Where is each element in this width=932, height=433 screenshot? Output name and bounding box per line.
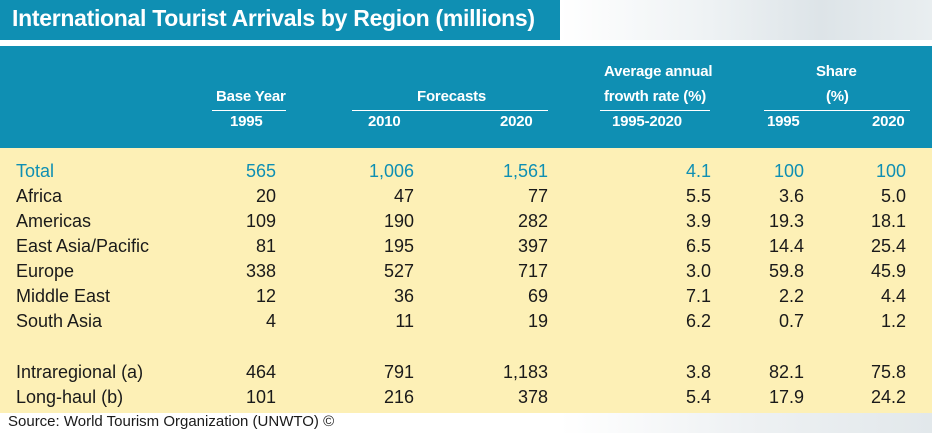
cell-share-1995: 59.8 — [768, 261, 804, 281]
row-label: Americas — [16, 211, 92, 231]
cell-share-1995: 2.2 — [778, 286, 804, 306]
cell-forecast-2020: 1,183 — [502, 362, 548, 382]
cell-forecast-2010: 36 — [393, 286, 414, 306]
bottom-decoration — [560, 413, 932, 433]
row-label: Total — [16, 161, 55, 181]
cell-base-1995: 464 — [245, 362, 276, 382]
cell-base-1995: 338 — [245, 261, 276, 281]
cell-base-1995: 565 — [245, 161, 276, 181]
header-rule-base — [212, 110, 286, 111]
title-decoration — [560, 0, 932, 40]
cell-forecast-2020: 378 — [517, 387, 548, 407]
header-share-line2: (%) — [826, 88, 849, 105]
cell-forecast-2020: 397 — [517, 236, 548, 256]
cell-share-2020: 45.9 — [870, 261, 906, 281]
cell-forecast-2010: 216 — [383, 387, 414, 407]
header-avg-growth-line1: Average annual — [604, 63, 713, 80]
cell-growth-1995-2020: 3.9 — [685, 211, 711, 231]
header-avg-growth-line2: frowth rate (%) — [604, 88, 707, 105]
row-label: Europe — [16, 261, 75, 281]
cell-share-2020: 25.4 — [870, 236, 906, 256]
page-title: International Tourist Arrivals by Region (millions) — [12, 5, 535, 31]
cell-base-1995: 101 — [245, 387, 276, 407]
header-rule-growth — [600, 110, 710, 111]
source-note: Source: World Tourism Organization (UNWTO) © — [8, 413, 335, 430]
cell-forecast-2020: 77 — [527, 186, 548, 206]
subheader-2020: 2020 — [500, 113, 533, 130]
table-header — [0, 46, 932, 148]
row-label: East Asia/Pacific — [16, 236, 150, 256]
cell-forecast-2020: 1,561 — [502, 161, 548, 181]
cell-forecast-2020: 282 — [517, 211, 548, 231]
row-label: Africa — [16, 186, 63, 206]
row-label: Long-haul (b) — [16, 387, 124, 407]
cell-share-2020: 75.8 — [870, 362, 906, 382]
cell-share-1995: 3.6 — [778, 186, 804, 206]
cell-forecast-2010: 11 — [395, 311, 414, 331]
cell-base-1995: 81 — [255, 236, 276, 256]
subheader-1995: 1995 — [230, 113, 263, 130]
cell-forecast-2010: 190 — [383, 211, 414, 231]
cell-growth-1995-2020: 5.4 — [685, 387, 711, 407]
cell-share-1995: 19.3 — [768, 211, 804, 231]
cell-share-2020: 18.1 — [870, 211, 906, 231]
subheader-share-2020: 2020 — [872, 113, 905, 130]
cell-share-2020: 1.2 — [880, 311, 906, 331]
cell-share-1995: 14.4 — [768, 236, 804, 256]
cell-base-1995: 12 — [255, 286, 276, 306]
cell-forecast-2020: 717 — [517, 261, 548, 281]
cell-share-1995: 0.7 — [778, 311, 804, 331]
cell-share-2020: 4.4 — [880, 286, 906, 306]
header-share-line1: Share — [816, 63, 857, 80]
cell-share-2020: 5.0 — [880, 186, 906, 206]
cell-growth-1995-2020: 7.1 — [685, 286, 711, 306]
cell-forecast-2010: 1,006 — [368, 161, 414, 181]
header-rule-share — [764, 110, 910, 111]
header-base-year: Base Year — [216, 88, 286, 105]
row-label: South Asia — [16, 311, 103, 331]
cell-growth-1995-2020: 4.1 — [685, 161, 711, 181]
cell-forecast-2010: 195 — [383, 236, 414, 256]
cell-share-2020: 24.2 — [870, 387, 906, 407]
subheader-2010: 2010 — [368, 113, 401, 130]
header-rule-forecasts — [352, 110, 548, 111]
cell-base-1995: 4 — [265, 311, 276, 331]
cell-growth-1995-2020: 6.5 — [685, 236, 711, 256]
row-label: Middle East — [16, 286, 111, 306]
cell-share-1995: 82.1 — [768, 362, 804, 382]
cell-growth-1995-2020: 3.8 — [685, 362, 711, 382]
cell-forecast-2020: 69 — [527, 286, 548, 306]
cell-forecast-2020: 19 — [527, 311, 548, 331]
cell-base-1995: 20 — [255, 186, 276, 206]
cell-share-1995: 100 — [773, 161, 804, 181]
cell-forecast-2010: 47 — [393, 186, 414, 206]
subheader-share-1995: 1995 — [767, 113, 800, 130]
cell-growth-1995-2020: 6.2 — [685, 311, 711, 331]
cell-growth-1995-2020: 5.5 — [685, 186, 711, 206]
row-label: Intraregional (a) — [16, 362, 144, 382]
cell-forecast-2010: 527 — [383, 261, 414, 281]
cell-share-2020: 100 — [875, 161, 906, 181]
cell-share-1995: 17.9 — [768, 387, 804, 407]
subheader-1995-2020: 1995-2020 — [612, 113, 682, 130]
cell-forecast-2010: 791 — [383, 362, 414, 382]
header-forecasts: Forecasts — [417, 88, 487, 105]
title-bar — [0, 0, 560, 40]
cell-growth-1995-2020: 3.0 — [685, 261, 711, 281]
cell-base-1995: 109 — [245, 211, 276, 231]
